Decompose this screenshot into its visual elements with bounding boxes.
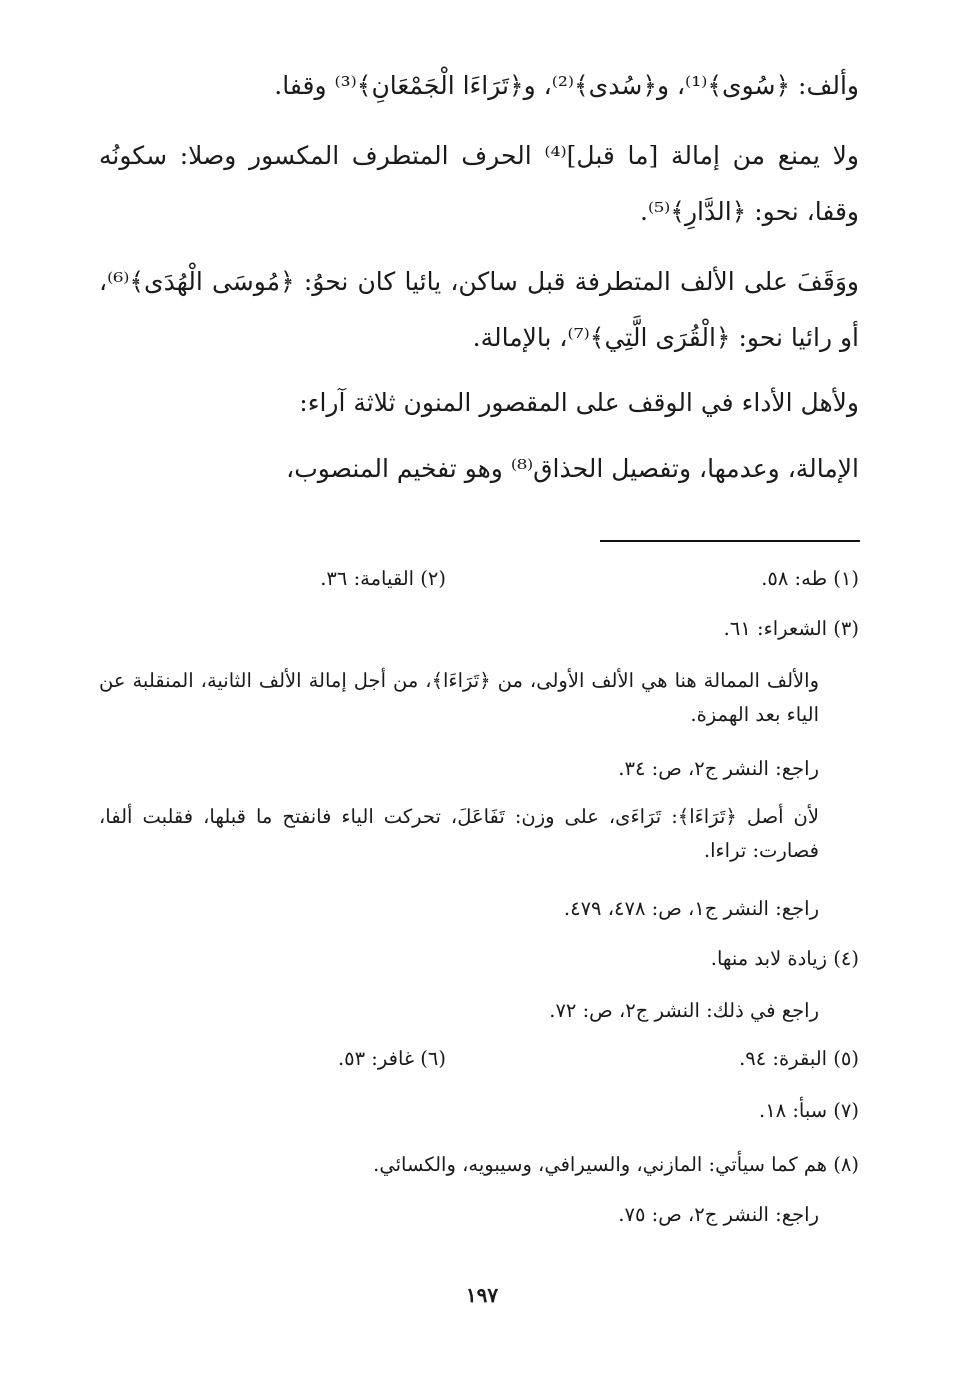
body-paragraph-1: وألف: ﴿سُوى﴾⁽¹⁾، و﴿سُدى﴾⁽²⁾، و﴿تَرَاءَا الْجَمْعَانِ﴾⁽³⁾ وقفا. (274, 71, 859, 100)
footnote-6: (٦) غافر: ٥٣. (337, 1047, 446, 1070)
page-number: ١٩٧ (465, 1283, 499, 1307)
body-paragraph-3: ووَقَفَ على الألف المتطرفة قبل ساكن، يائيا كان نحوُ: ﴿مُوسَى الْهُدَى﴾⁽⁶⁾، أو رائيا نحو: ﴿الْقُرَى الَّتِي﴾⁽⁷⁾، بالإمالة. (99, 267, 859, 352)
footnote-1: (١) طه: ٥٨. (761, 567, 859, 590)
footnote-4: (٤) زيادة لابد منها. (710, 947, 859, 970)
body-paragraph-5: الإمالة، وعدمها، وتفصيل الحذاق⁽⁸⁾ وهو تفخيم المنصوب، (286, 454, 859, 483)
footnote-4-ref: راجع في ذلك: النشر ج٢، ص: ٧٢. (549, 999, 819, 1022)
footnote-3-ref-2: راجع: النشر ج١، ص: ٤٧٨، ٤٧٩. (563, 897, 819, 920)
footnote-separator (600, 540, 860, 542)
footnote-3: (٣) الشعراء: ٦١. (723, 617, 859, 640)
footnote-3-note-2: لأن أصل ﴿تَرَاءَا﴾: تَرَاءَى، على وزن: تَفَاعَلَ، تحركت الياء فانفتح ما قبلها، فقلبت ألفا، فصارت: تراءا. (99, 805, 819, 862)
footnote-8-ref: راجع: النشر ج٢، ص: ٧٥. (618, 1203, 819, 1226)
footnote-3-ref-1: راجع: النشر ج٢، ص: ٣٤. (618, 757, 819, 780)
footnote-2: (٢) القيامة: ٣٦. (320, 567, 446, 590)
footnote-5: (٥) البقرة: ٩٤. (739, 1047, 859, 1070)
body-paragraph-2: ولا يمنع من إمالة [ما قبل]⁽⁴⁾ الحرف المتطرف المكسور وصلا: سكونُه وقفا، نحو: ﴿الدَّارِ﴾⁽⁵⁾. (99, 141, 859, 226)
footnote-3-note-1: والألف الممالة هنا هي الألف الأولى، من ﴿تَرَاءَا﴾، من أجل إمالة الألف الثانية، المنقلبة عن الياء بعد الهمزة. (99, 669, 819, 726)
body-paragraph-4: ولأهل الأداء في الوقف على المقصور المنون ثلاثة آراء: (299, 388, 859, 417)
footnote-8: (٨) هم كما سيأتي: المازني، والسيرافي، وسيبويه، والكسائي. (373, 1153, 859, 1176)
footnote-7: (٧) سبأ: ١٨. (759, 1099, 859, 1122)
